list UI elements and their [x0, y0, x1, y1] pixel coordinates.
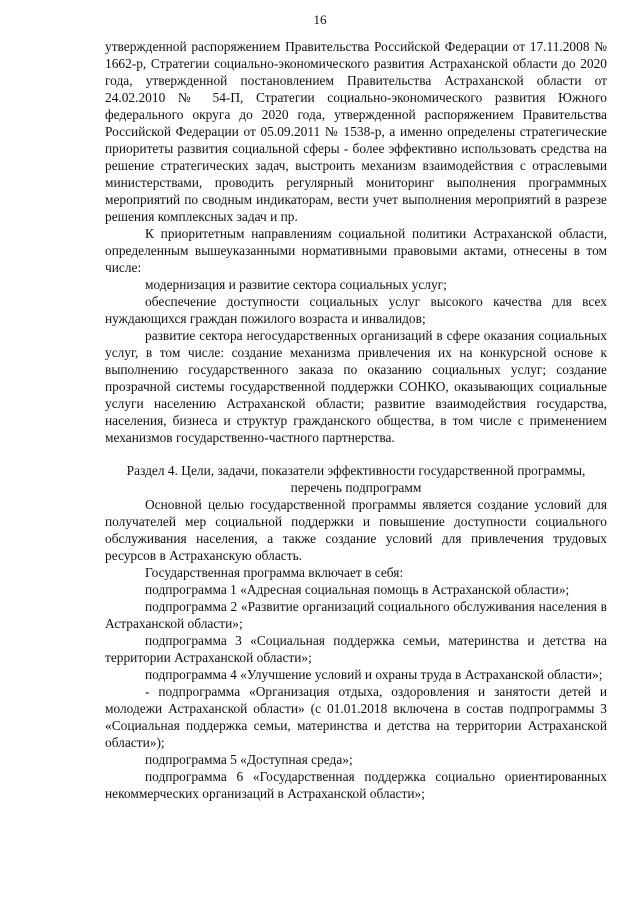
list-item-subprogram-4: подпрограмма 4 «Улучшение условий и охраны труда в Астраханской области»;: [145, 667, 603, 682]
list-item-nongovernmental-sector: развитие сектора негосударственных организаций в сфере оказания социальных услуг, в том числе: создание механизма привлечения их на конкурсной основе к выполнению государственного заказа по оказанию социальных услуг; создание прозрачной системы государственной поддержки СОНКО, оказывающих социальные услуги населению Астраханской области; развитие взаимодействия государства, населения, бизнеса и структур гражданского общества, в том числе с применением механизмов государственно-частного партнерства.: [105, 328, 607, 445]
document-body: [105, 38, 607, 802]
list-item-subprogram-youth: - подпрограмма «Организация отдыха, оздоровления и занятости детей и молодежи Астраханской области» (с 01.01.2018 включена в состав подпрограммы 3 «Социальная поддержка семьи, материнства и детства на территории Астраханской области»);: [105, 684, 607, 750]
section-heading-line-2: перечень подпрограмм: [290, 480, 422, 495]
list-item-modernization: модернизация и развитие сектора социальных услуг;: [145, 277, 447, 292]
list-item-subprogram-5: подпрограмма 5 «Доступная среда»;: [145, 752, 353, 767]
list-item-accessibility: обеспечение доступности социальных услуг высокого качества для всех нуждающихся граждан пожилого возраста и инвалидов;: [105, 294, 607, 326]
paragraph-intro-continuation: утвержденной распоряжением Правительства Российской Федерации от 17.11.2008 № 1662-р, Стратегии социально-экономического развития Астраханской области до 2020 года, утвержденной постановлением Правительства Астраханской области от 24.02.2010 № 54-П, Стратегии социально-экономического развития Южного федерального округа до 2020 года, утвержденной распоряжением Правительства Российской Федерации от 05.09.2011 № 1538-р, а именно определены стратегические приоритеты развития социальной сферы - более эффективно использовать средства на решение стратегических задач, выстроить механизм взаимодействия с отраслевыми министерствами, проводить регулярный мониторинг выполнения программных мероприятий по сводным индикаторам, вести учет выполнения мероприятий в разрезе решения комплексных задач и пр.: [105, 39, 607, 224]
paragraph-main-goal: Основной целью государственной программы является создание условий для получателей мер социальной поддержки и повышение доступности социального обслуживания населения, а также создание условий для привлечения трудовых ресурсов в Астраханскую область.: [105, 497, 607, 563]
paragraph-program-includes: Государственная программа включает в себя:: [145, 565, 404, 580]
list-item-subprogram-3: подпрограмма 3 «Социальная поддержка семьи, материнства и детства на территории Астраханской области»;: [105, 633, 607, 665]
list-item-subprogram-2: подпрограмма 2 «Развитие организаций социального обслуживания населения в Астраханской области»;: [105, 599, 607, 631]
paragraph-priority-directions: К приоритетным направлениям социальной политики Астраханской области, определенным вышеуказанными нормативными правовыми актами, отнесены в том числе:: [105, 226, 607, 275]
list-item-subprogram-1: подпрограмма 1 «Адресная социальная помощь в Астраханской области»;: [145, 582, 570, 597]
list-item-subprogram-6: подпрограмма 6 «Государственная поддержка социально ориентированных некоммерческих организаций в Астраханской области»;: [105, 769, 607, 801]
page-number: 16: [313, 12, 327, 27]
section-heading-line-1: Раздел 4. Цели, задачи, показатели эффективности государственной программы,: [126, 463, 586, 478]
